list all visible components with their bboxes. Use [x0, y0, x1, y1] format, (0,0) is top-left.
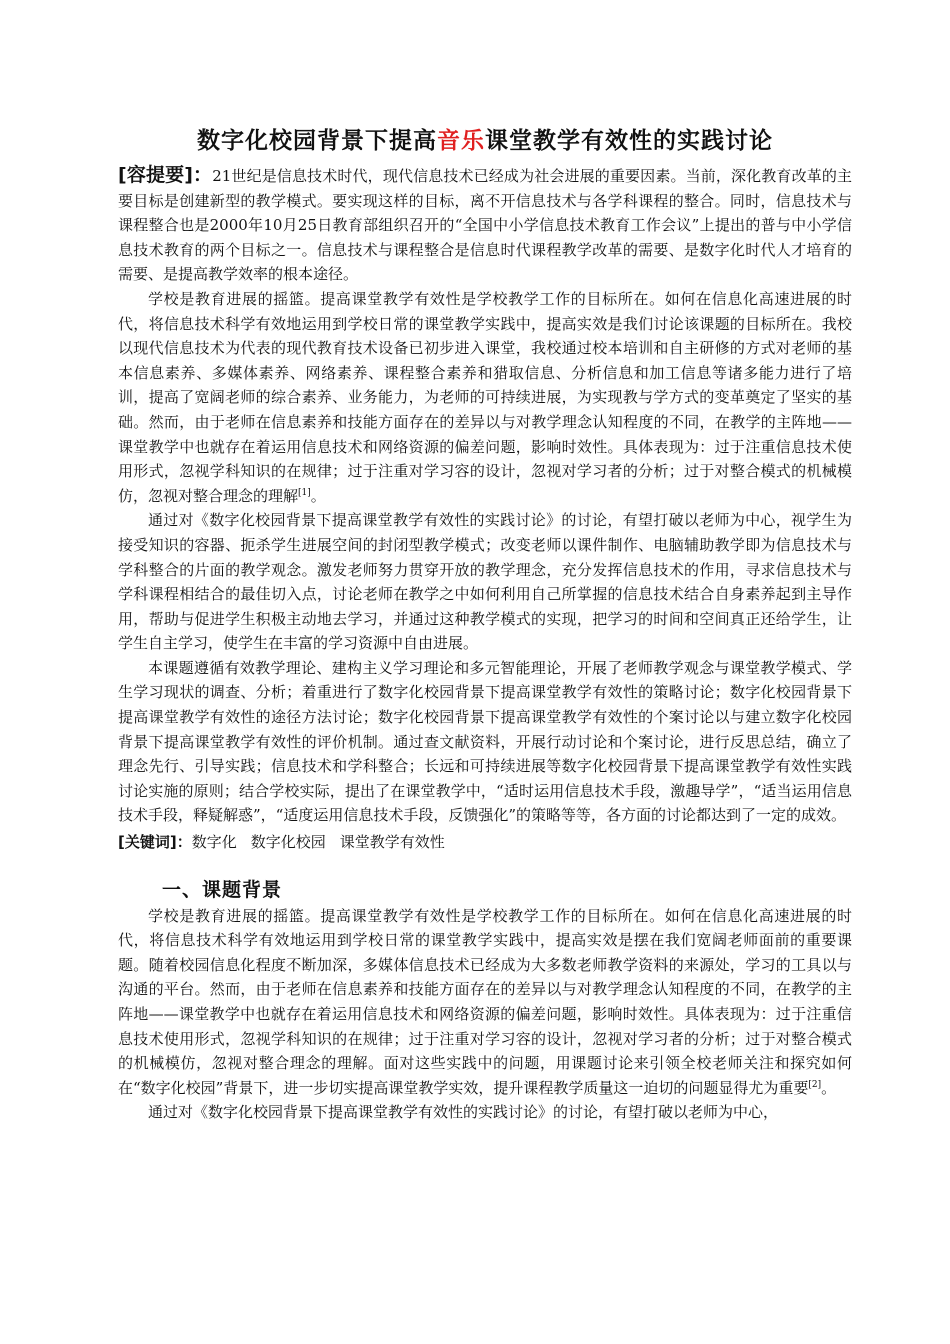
intro-paragraph-3-text: 本课题遵循有效教学理论、建构主义学习理论和多元智能理论，开展了老师教学观念与课堂教学模式、学生学习现状的调查、分析；着重进行了数字化校园背景下提高课堂教学有效性的策略讨论；数字化校园背景下提高课堂教学有效性的途径方法讨论；数字化校园背景下提高课堂教学有效性的个案讨论以与建立数字化校园背景下提高课堂教学有效性的评价机制。通过查文献资料，开展行动讨论和个案讨论，进行反思总结，确立了理念先行、引导实践；信息技术和学科整合；长远和可持续进展等数字化校园背景下提高课堂教学有效性实践讨论实施的原则；结合学校实际，提出了在课堂教学中，“适时运用信息技术手段，激趣导学”，“适当运用信息技术手段，释疑解惑”，“适度运用信息技术手段，反馈强化”的策略等等，各方面的讨论都达到了一定的成效。 — [118, 658, 852, 825]
background-paragraph-1-text: 学校是教育进展的摇篮。提高课堂教学有效性是学校教学工作的目标所在。如何在信息化高速进展的时代，将信息技术科学有效地运用到学校日常的课堂教学实践中，提高实效是摆在我们宽阔老师面前的重要课题。随着校园信息化程度不断加深，多媒体信息技术已经成为大多数老师教学资料的来源处，学习的工具以与沟通的平台。然而，由于老师在信息素养和技能方面存在的差异以与对教学理念认知程度的不同，在教学的主阵地——课堂教学中也就存在着运用信息技术和网络资源的偏差问题，影响时效性。具体表现为：过于注重信息技术使用形式，忽视学科知识的在规律；过于注重对学习容的设计，忽视对学习者的分析；过于对整合模式的机械模仿，忽视对整合理念的理解。面对这些实践中的问题，用课题讨论来引领全校老师关注和探究如何在“数字化校园”背景下，进一步切实提高课堂教学实效，提升课程教学质量这一迫切的问题显得尤为重要 — [118, 906, 852, 1097]
document-page — [118, 122, 852, 1125]
intro-paragraph-1 — [118, 287, 852, 508]
background-paragraph-1 — [118, 904, 852, 1101]
abstract-label: [容提要]： — [118, 164, 213, 186]
keyword-item: 数字化 — [191, 833, 237, 852]
background-paragraph-1-tail: 。 — [821, 1078, 837, 1097]
keywords-label: [关键词]： — [118, 833, 192, 852]
citation-ref-1: [1] — [298, 487, 311, 498]
title-highlight: 音乐 — [437, 128, 485, 154]
section-heading-background: 一、课题背景 — [162, 878, 283, 901]
intro-paragraph-1-text: 学校是教育进展的摇篮。提高课堂教学有效性是学校教学工作的目标所在。如何在信息化高速进展的时代，将信息技术科学有效地运用到学校日常的课堂教学实践中，提高实效是我们讨论该课题的目标所在。我校以现代信息技术为代表的现代教育技术设备已初步进入课堂，我校通过校本培训和自主研修的方式对老师的基本信息素养、多媒体素养、网络素养、课程整合素养和猎取信息、分析信息和加工信息等诸多能力进行了培训，提高了宽阔老师的综合素养、业务能力，为老师的可持续进展，为实现教与学方式的变革奠定了坚实的基础。然而，由于老师在信息素养和技能方面存在的差异以与对教学理念认知程度的不同，在教学的主阵地——课堂教学中也就存在着运用信息技术和网络资源的偏差问题，影响时效性。具体表现为：过于注重信息技术使用形式，忽视学科知识的在规律；过于注重对学习容的设计，忽视对学习者的分析；过于对整合模式的机械模仿，忽视对整合理念的理解 — [118, 289, 852, 505]
intro-paragraph-2 — [118, 508, 852, 656]
abstract-paragraph — [118, 163, 852, 287]
title-text-after: 课堂教学有效性的实践讨论 — [485, 128, 773, 154]
background-paragraph-2-text: 通过对《数字化校园背景下提高课堂教学有效性的实践讨论》的讨论，有望打破以老师为中心， — [148, 1103, 779, 1122]
intro-paragraph-2-text: 通过对《数字化校园背景下提高课堂教学有效性的实践讨论》的讨论，有望打破以老师为中心，视学生为接受知识的容器、扼杀学生进展空间的封闭型教学模式；改变老师以课件制作、电脑辅助教学即为信息技术与学科整合的片面的教学观念。激发老师努力贯穿开放的教学理念，充分发挥信息技术的作用，寻求信息技术与学科课程相结合的最佳切入点，讨论老师在教学之中如何利用自己所掌握的信息技术结合自身素养起到主导作用，帮助与促进学生积极主动地去学习，并通过这种教学模式的实现，把学习的时间和空间真正还给学生，让学生自主学习，使学生在丰富的学习资源中自由进展。 — [118, 511, 852, 653]
background-paragraph-2 — [118, 1100, 852, 1125]
title-text-before: 数字化校园背景下提高 — [197, 128, 437, 154]
keyword-item: 课堂教学有效性 — [339, 833, 445, 852]
keywords-line — [118, 830, 852, 855]
intro-paragraph-3 — [118, 656, 852, 828]
intro-paragraph-1-tail: 。 — [310, 486, 326, 505]
keyword-item: 数字化校园 — [250, 833, 326, 852]
page-title — [118, 122, 852, 155]
citation-ref-2: [2] — [808, 1079, 822, 1090]
abstract-text: 21世纪是信息技术时代，现代信息技术已经成为社会进展的重要因素。当前，深化教育改革的主要目标是创建新型的教学模式。要实现这样的目标，离不开信息技术与各学科课程的整合。同时，信息技术与课程整合也是2000年10月25日教育部组织召开的“全国中小学信息技术教育工作会议”上提出的普与中小学信息技术教育的两个目标之一。信息技术与课程整合是信息时代课程教学改革的需要、是数字化时代人才培育的需要、是提高教学效率的根本途径。 — [118, 167, 852, 284]
